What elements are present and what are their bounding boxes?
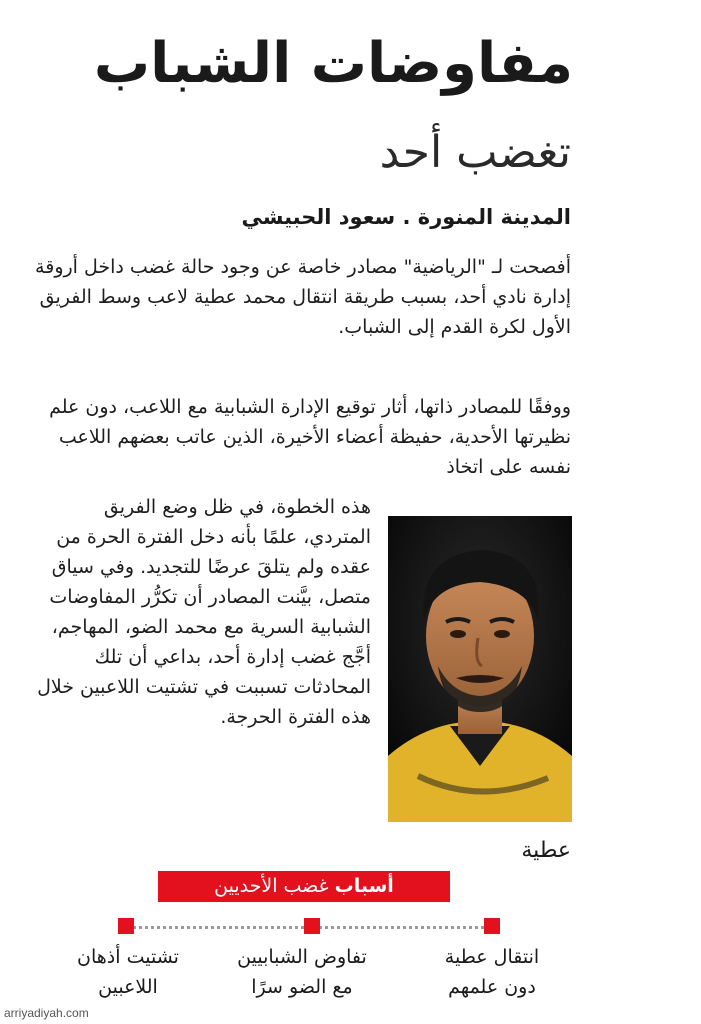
player-portrait-illustration [388, 516, 572, 822]
byline: المدينة المنورة . سعود الحبيشي [241, 205, 571, 229]
reason-item-1-line2: دون علمهم [448, 976, 536, 998]
reasons-timeline [118, 918, 500, 936]
article-paragraph-2: ووفقًا للمصادر ذاتها، أثار توقيع الإدارة الشبابية مع اللاعب، دون علم نظيرتها الأحدية، حفيظة أعضاء الأخيرة، الذين عاتب بعضهم اللاعب نفسه على اتخاذ [49, 396, 571, 478]
article-paragraph-1: أفصحت لـ "الرياضية" مصادر خاصة عن وجود حالة غضب داخل أروقة إدارة نادي أحد، بسبب طريقة انتقال محمد عطية لاعب وسط الفريق الأول لكرة القدم إلى الشباب. [35, 256, 571, 338]
reason-item-3 [48, 942, 208, 1002]
reason-item-2-line2: مع الضو سرًا [251, 976, 353, 998]
reasons-banner-rest: غضب الأحديين [214, 875, 329, 897]
subheadline: تغضب أحد [379, 127, 571, 178]
reason-item-2-line1: تفاوض الشبابيين [237, 946, 367, 968]
timeline-marker-3 [118, 918, 134, 934]
photo-caption: عطية [521, 838, 571, 863]
reasons-banner-bold: أسباب [334, 875, 394, 897]
source-credit: arriyadiyah.com [4, 1006, 89, 1020]
reason-item-3-line2: اللاعبين [98, 976, 158, 998]
headline: مفاوضات الشباب [93, 31, 573, 96]
reason-item-3-line1: تشتيت أذهان [77, 946, 179, 968]
timeline-marker-2 [304, 918, 320, 934]
article-paragraph-3: هذه الخطوة، في ظل وضع الفريق المتردي، علمًا بأنه دخل الفترة الحرة من عقده ولم يتلقَ عرضًا للتجديد. وفي سياق متصل، بيَّنت المصادر أن تكرُّر المفاوضات الشبابية السرية مع محمد الضو، المهاجم، أجَّج غضب إدارة أحد، بداعي أن تلك المحادثات تسببت في تشتيت اللاعبين خلال هذه الفترة الحرجة. [37, 496, 371, 728]
player-photo [388, 516, 572, 822]
reason-item-2 [222, 942, 382, 1002]
reasons-banner [158, 871, 450, 902]
reason-item-1 [412, 942, 572, 1002]
reason-item-1-line1: انتقال عطية [444, 946, 540, 968]
timeline-marker-1 [484, 918, 500, 934]
